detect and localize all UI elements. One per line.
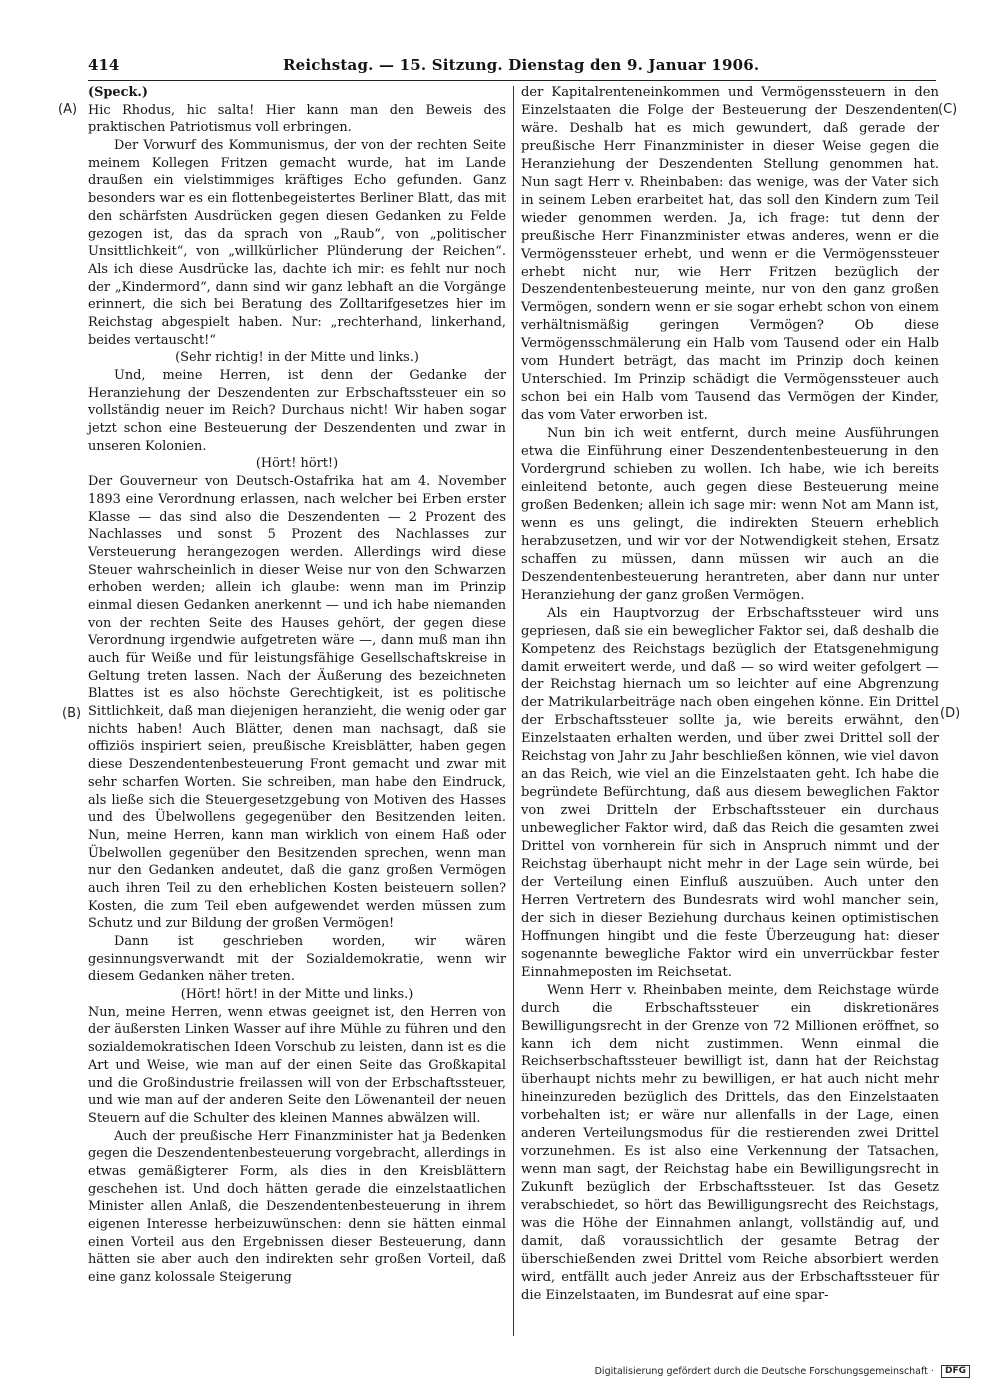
paragraph: Hic Rhodus, hic salta! Hier kann man den Beweis des praktischen Patriotismus voll erbringen. <box>88 102 506 136</box>
column-divider <box>513 86 514 1336</box>
page-header-title: Reichstag. — 15. Sitzung. Dienstag den 9. Januar 1906. <box>283 56 760 74</box>
footer-text: Digitalisierung gefördert durch die Deutsche Forschungsgemeinschaft · <box>594 1366 934 1377</box>
dfg-logo: DFG <box>941 1365 970 1378</box>
paragraph: Dann ist geschrieben worden, wir wären gesinnungsverwandt mit der Sozialdemokratie, wenn wir diesem Gedanken näher treten. <box>88 934 506 985</box>
margin-mark-b: (B) <box>62 706 82 721</box>
speaker-label: (Speck.) <box>88 85 148 100</box>
paragraph: Nun bin ich weit entfernt, durch meine Ausführungen etwa die Einführung einer Deszendentenbesteuerung in den Vordergrund schieben zu wollen. Ich habe, wie ich bereits einleitend betonte, auch gegen diese Besteuerung meine großen Bedenken; allein ich sage mir: wenn Not am Mann ist, wenn es uns gelingt, die indirekten Steuern erheblich herabzusetzen, und wir vor der Notwendigkeit stehen, Ersatz schaffen zu müssen, dann müssen wir auch an die Deszendentenbesteuerung herantreten, aber dann nur unter Heranziehung der ganz großen Vermögen. <box>521 426 939 603</box>
paragraph: Auch der preußische Herr Finanzminister hat ja Bedenken gegen die Deszendentenbesteuerung vorgebracht, allerdings in etwas gemäßigterer Form, als dies in den Kreisblättern geschehen ist. Und doch hätten gerade die einzelstaatlichen Minister allen Anlaß, die Deszendentenbesteuerung in ihrem eigenen Interesse herbeizuwünschen: denn sie hätten einmal einen Vorteil aus den Ergebnissen dieser Besteuerung, dann hätten sie aber auch den indirekten sehr großen Vorteil, daß eine ganz kolossale Steigerung <box>88 1128 506 1286</box>
interjection: (Hört! hört!) <box>255 456 339 472</box>
interjection: (Sehr richtig! in der Mitte und links.) <box>175 350 419 366</box>
paragraph: Und, meine Herren, ist denn der Gedanke der Heranziehung der Deszendenten zur Erbschaftssteuer ein so vollständig neuer im Reich? Durchaus nicht! Wir haben sogar jetzt schon eine Besteuerung der Deszendenten und zwar in unseren Kolonien. <box>88 368 506 454</box>
interjection: (Hört! hört! in der Mitte und links.) <box>180 987 414 1003</box>
paragraph: Wenn Herr v. Rheinbaben meinte, dem Reichstage würde durch die Erbschaftssteuer ein diskretionäres Bewilligungsrecht in der Grenze von 72 Millionen eröffnet, so kann ich dem nicht zustimmen. Wenn einmal die Reichserbschaftssteuer bewilligt ist, dann hat der Reichstag überhaupt nichts mehr zu bewilligen, er hat auch nicht mehr hineinzureden bezüglich des Drittels, das den Einzelstaaten vorbehalten ist; er wäre nur allenfalls in der Lage, einen anderen Verteilungsmodus für die restierenden zwei Drittel vorzunehmen. Es ist also eine Verkennung der Tatsachen, wenn man sagt, der Reichstag habe ein Bewilligungsrecht in Zukunft bezüglich der Erbschaftssteuer. Ist das Gesetz verabschiedet, so hört das Bewilligungsrecht des Reichstags, was die Höhe der Einnahmen anlangt, vollständig auf, und damit, daß voraussichtlich der gesamte Betrag der überschießenden zwei Drittel vom Reiche absorbiert werden wird, entfällt auch jeder Anreiz aus der Erbschaftssteuer für die Einzelstaaten, im Bundesrat auf eine spar- <box>521 982 939 1303</box>
paragraph: Der Vorwurf des Kommunismus, der von der rechten Seite meinem Kollegen Fritzen gemacht wurde, hat im Lande draußen ein vielstimmiges kräftiges Echo gefunden. Ganz besonders war es ein flottenbegeistertes Berliner Blatt, das mit den schärfsten Ausdrücken gegen diesen Gedanken zu Felde gezogen ist, das da sprach von „Raub“, von „politischer Unsittlichkeit“, von „willkürlicher Plünderung der Reichen“. Als ich diese Ausdrücke las, dachte ich mir: es fehlt nur noch der „Kindermord“, dann sind wir ganz lebhaft an die Vorgänge erinnert, die sich bei Beratung des Zolltarifgesetzes hier im Reichstag abgespielt haben. Nur: „rechterhand, linkerhand, beides vertauscht!“ <box>88 138 506 348</box>
margin-mark-c: (C) <box>938 102 958 117</box>
paragraph: Nun, meine Herren, wenn etwas geeignet ist, den Herren von der äußersten Linken Wasser auf ihre Mühle zu führen und den sozialdemokratischen Ideen Vorschub zu leisten, dann ist es die Art und Weise, wie man auf der einen Seite das Großkapital und die Großindustrie freilassen will von der Erbschaftssteuer, und wie man auf der anderen Seite den Löwenanteil der neuen Steuern auf die Schulter des kleinen Mannes abwälzen will. <box>88 1004 506 1126</box>
paragraph: Als ein Hauptvorzug der Erbschaftssteuer wird uns gepriesen, daß sie ein beweglicher Faktor sei, daß deshalb die Kompetenz des Reichstags bezüglich der Etatsgenehmigung damit erweitert werde, und daß — so wird weiter gefolgert — der Reichstag hiernach um so leichter auf eine Abgrenzung der Matrikularbeiträge nach oben eingehen könne. Ein Drittel der Erbschaftssteuer sollte ja, wie bereits erwähnt, den Einzelstaaten erhalten werden, und über zwei Drittel soll der Reichstag von Jahr zu Jahr beschließen können, wie viel davon an das Reich, wie viel an die Einzelstaaten geht. Ich habe die begründete Befürchtung, daß aus diesem beweglichen Faktor von zwei Dritteln der Erbschaftssteuer ein durchaus unbeweglicher Faktor wird, daß das Reich die gesamten zwei Drittel von vornherein für sich in Anspruch nimmt und der Reichstag überhaupt nicht mehr in der Lage sein würde, bei der Verteilung einen Einfluß auszuüben. Auch unter den Herren Vertretern des Bundesrats wird wohl mancher sein, der sich in dieser Beziehung durchaus keinen optimistischen Hoffnungen hingibt und die feste Überzeugung hat: dieser sogenannte bewegliche Faktor wird ein unverrückbar fester Einnahmeposten im Reichsetat. <box>521 605 939 980</box>
left-column <box>88 84 506 1287</box>
digitization-footer <box>595 1365 970 1378</box>
right-column <box>521 84 939 1305</box>
page-header <box>88 56 936 81</box>
paragraph: der Kapitalrenteneinkommen und Vermögenssteuern in den Einzelstaaten die Folge der Besteuerung der Deszendenten wäre. Deshalb hat es mich gewundert, daß gerade der preußische Herr Finanzminister in dieser Weise gegen die Heranziehung der Deszendenten Stellung genommen hat. Nun sagt Herr v. Rheinbaben: das wenige, was der Vater sich in seinem Leben erarbeitet hat, das soll den Kindern zum Teil wieder genommen werden. Ja, ich frage: tut denn der preußische Herr Finanzminister etwas anderes, wenn er die Vermögenssteuer erhebt, und wenn er die Vermögenssteuer erhebt nicht nur, wie Herr Fritzen bezüglich der Deszendentenbesteuerung meinte, nur von den ganz großen Vermögen, sondern wenn er sie sogar erhebt schon von einem verhältnismäßig geringen Vermögen? Ob diese Vermögensschmälerung ein Halb vom Tausend oder ein Halb vom Hundert beträgt, das macht im Prinzip doch keinen Unterschied. Im Prinzip schädigt die Vermögenssteuer auch schon bei ein Halb vom Tausend das Vermögen der Kinder, das vom Vater erworben ist. <box>521 85 939 424</box>
margin-mark-d: (D) <box>940 706 961 721</box>
page-number: 414 <box>88 56 120 74</box>
margin-mark-a: (A) <box>58 102 78 117</box>
paragraph: Der Gouverneur von Deutsch-Ostafrika hat am 4. November 1893 eine Verordnung erlassen, nach welcher bei Erben erster Klasse — das sind also die Deszendenten — 2 Prozent des Nachlasses und sonst 5 Prozent des Nachlasses zur Versteuerung herangezogen werden. Allerdings wird diese Steuer wahrscheinlich in dieser Weise nur von den Schwarzen erhoben werden; allein ich glaube: wenn man im Prinzip einmal diesen Gedanken anerkennt — und ich habe niemanden von der rechten Seite des Hauses gehört, der gegen diese Verordnung irgendwie aufgetreten wäre —, dann muß man ihn auch für Weiße und für leistungsfähige Gesellschaftskreise in Geltung treten lassen. Nach der Äußerung des bezeichneten Blattes ist es also höchste Gerechtigkeit, ist es politische Sittlichkeit, daß man diejenigen heranzieht, die wenig oder gar nichts haben! Auch Blätter, denen man nachsagt, daß sie offiziös inspiriert seien, preußische Kreisblätter, haben gegen diese Deszendentenbesteuerung Front gemacht und zwar mit sehr scharfen Worten. Sie schreiben, man habe den Eindruck, als ließe sich die Steuergesetzgebung von Motiven des Hasses und des Übelwollens gegegenüber den Besitzenden leiten. Nun, meine Herren, kann man wirklich von einem Haß oder Übelwollen gegenüber den Besitzenden sprechen, wenn man nur den Gedanken andeutet, daß die ganz großen Vermögen auch ihren Teil zu den erheblichen Kosten beisteuern sollen? Kosten, die zum Teil eben aufgewendet werden müssen zum Schutz und zur Bildung der großen Vermögen! <box>88 474 506 932</box>
